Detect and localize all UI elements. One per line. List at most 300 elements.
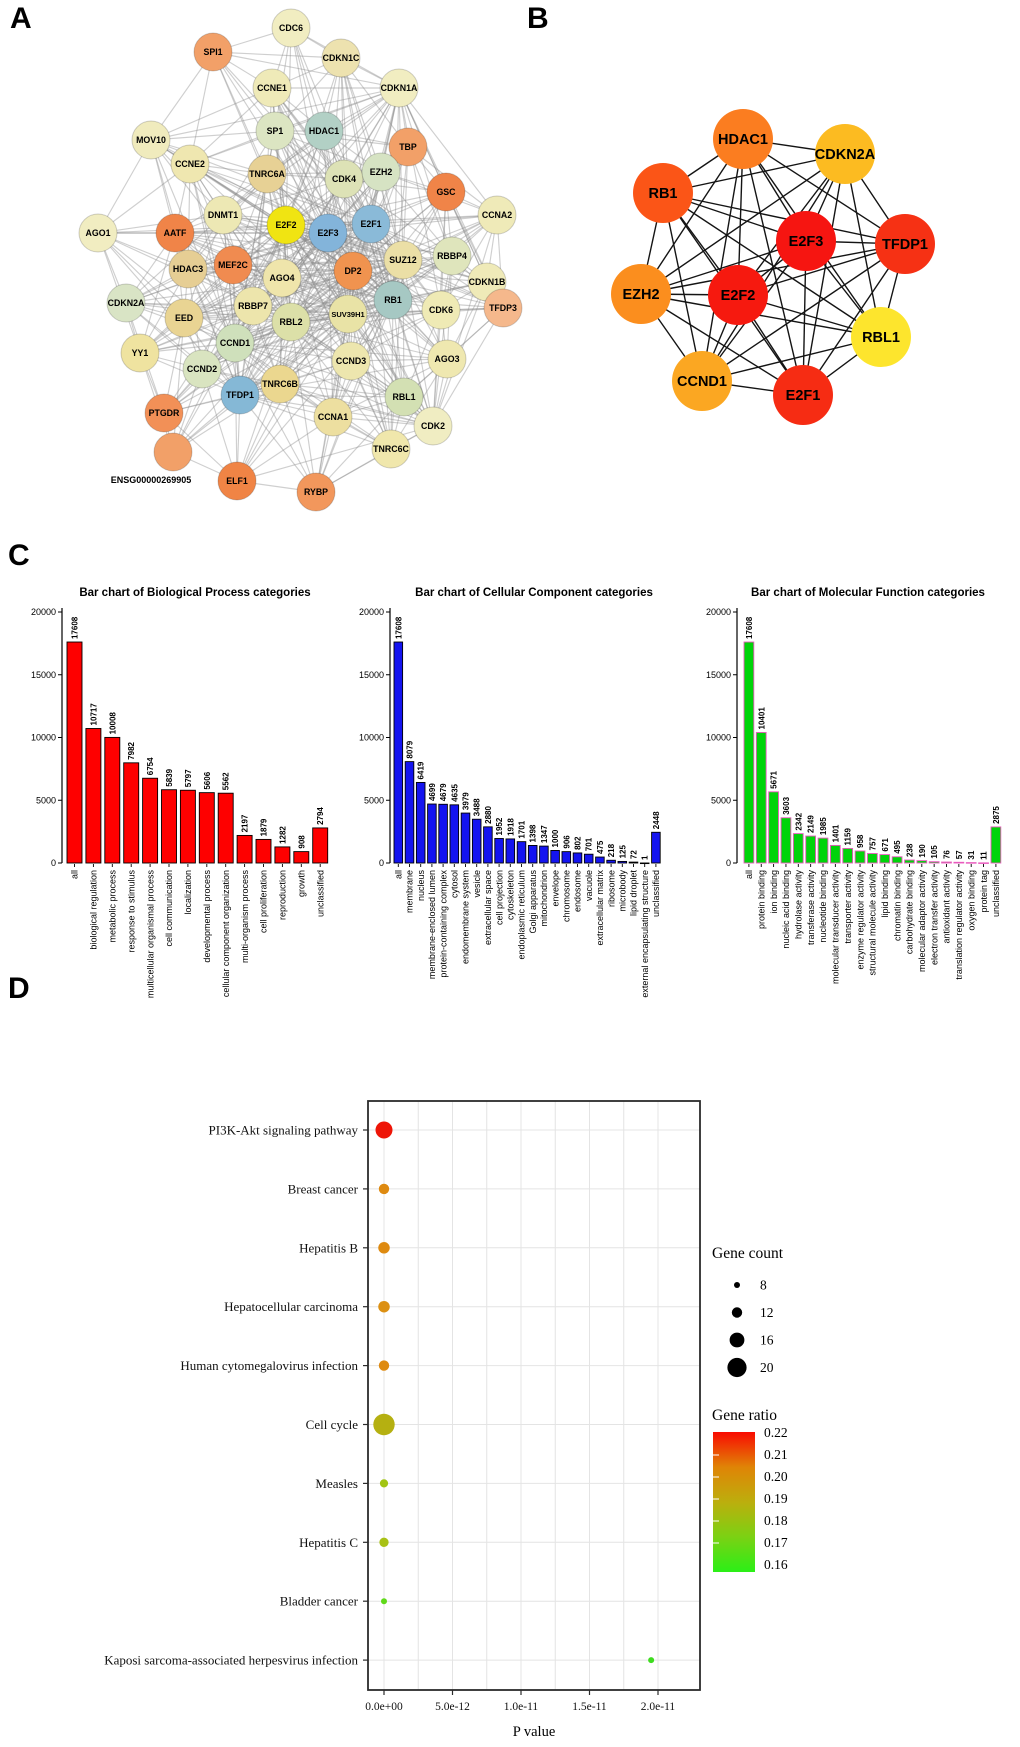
bar-category-label: oxygen binding: [966, 870, 977, 931]
bar-value-label: 76: [942, 850, 952, 860]
hub-gene-node-label: RB1: [648, 186, 678, 202]
bar: [942, 862, 952, 863]
bar: [793, 834, 803, 863]
pathway-dot: [378, 1301, 390, 1313]
bar-value-label: 3979: [461, 792, 471, 811]
gene-node: [422, 291, 460, 329]
pathway-label: Bladder cancer: [279, 1593, 358, 1609]
bar-category-label: cellular component organization: [220, 870, 231, 998]
bar: [540, 846, 549, 863]
bar-value-label: 218: [607, 843, 617, 858]
bar-category-label: unclassified: [991, 870, 1002, 918]
gene-count-legend-dot: [734, 1282, 740, 1288]
gene-node: [352, 205, 390, 243]
bar: [652, 832, 661, 863]
gene-node-label: TNRC6B: [262, 379, 298, 389]
bar-category-label: antioxidant activity: [941, 870, 952, 944]
gene-node: [428, 340, 466, 378]
bar: [979, 863, 989, 864]
bar: [313, 828, 328, 863]
bar-value-label: 5839: [165, 768, 174, 787]
bar-value-label: 2875: [991, 806, 1001, 824]
gene-node: [325, 160, 363, 198]
bar-value-label: 958: [856, 834, 866, 848]
gene-ratio-legend: [712, 1407, 788, 1572]
bar-category-label: cell proliferation: [258, 870, 269, 934]
hub-gene-node: [672, 351, 732, 411]
hub-gene-node-label: E2F1: [785, 388, 821, 404]
gene-node: [297, 473, 335, 511]
gene-node: [305, 112, 343, 150]
bar-value-label: 3603: [781, 796, 791, 815]
bar: [917, 861, 927, 863]
hub-gene-node: [815, 124, 876, 184]
gene-node-label: SUV39H1: [331, 310, 365, 319]
bar-value-label: 1282: [278, 826, 288, 844]
hub-gene-node-label: EZH2: [622, 287, 660, 303]
gene-node-label: RYBP: [303, 487, 329, 497]
gene-node-label: DNMT1: [207, 210, 239, 220]
gene-node-label: CCND2: [186, 364, 218, 374]
bar-category-label: microbody: [617, 870, 628, 912]
bar-chart: [359, 587, 661, 998]
gene-node: [256, 112, 294, 150]
gene-node-label: PTGDR: [148, 408, 180, 418]
bar-value-label: 1985: [819, 817, 828, 836]
bar-category-label: membrane: [404, 870, 415, 914]
gene-node: [253, 69, 291, 107]
gene-node-label: E2F2: [275, 220, 297, 230]
gene-node-label: E2F3: [317, 228, 339, 238]
bar-category-label: unclassified: [651, 870, 662, 918]
panel-a-label: A: [10, 2, 32, 35]
bar-category-label: all: [744, 870, 755, 880]
gene-count-legend-title: Gene count: [712, 1245, 784, 1262]
pathway-dot: [379, 1360, 389, 1370]
gene-node: [132, 121, 170, 159]
bar: [162, 790, 177, 863]
hub-gene-node: [773, 365, 833, 425]
hub-gene-node: [633, 163, 693, 223]
bar-value-label: 5606: [202, 771, 212, 790]
gene-node-label: SUZ12: [389, 255, 417, 265]
hub-gene-node: [875, 214, 935, 274]
gene-node-label: CDKN1A: [380, 83, 418, 93]
gene-node: [221, 376, 259, 414]
bar-category-label: unclassified: [315, 870, 326, 918]
gene-node-label: CDKN1C: [322, 53, 360, 63]
gene-node: [372, 430, 410, 468]
hub-gene-node-label: HDAC1: [718, 132, 768, 148]
gene-node-label: RBBP7: [238, 301, 268, 311]
bar-category-label: external encapsulating structure: [639, 870, 650, 998]
gene-node-label: YY1: [131, 348, 149, 358]
gene-node-label: HDAC3: [172, 264, 204, 274]
bar-value-label: 2448: [651, 811, 661, 830]
hub-gene-node-label: E2F2: [720, 288, 756, 304]
pathway-label: Hepatocellular carcinoma: [224, 1299, 358, 1315]
chart-title: Bar chart of Molecular Function categories: [751, 587, 985, 599]
bar: [573, 853, 582, 863]
bar-value-label: 8079: [405, 740, 415, 759]
bar: [143, 778, 158, 863]
gene-ratio-colorbar: [713, 1432, 755, 1572]
bar: [275, 847, 290, 863]
gene-node: [384, 241, 422, 279]
bar-value-label: 495: [893, 840, 903, 854]
gene-ratio-tick-label: 0.17: [764, 1535, 788, 1550]
bar-value-label: 2149: [806, 815, 816, 834]
bar-category-label: protein binding: [756, 870, 767, 930]
bar: [439, 804, 448, 863]
gene-node: [332, 342, 370, 380]
x-tick-label: 1.0e-11: [503, 1701, 539, 1713]
panel-c-bar-charts: [31, 587, 1001, 998]
bar: [416, 782, 425, 863]
bar: [461, 813, 470, 863]
gene-node-label: ELF1: [226, 476, 248, 486]
gene-node-label: AGO1: [85, 228, 111, 238]
x-axis-title: P value: [512, 1724, 556, 1740]
hub-gene-node-label: CCND1: [677, 374, 727, 390]
gene-node-label: TNRC6A: [249, 169, 285, 179]
bar-category-label: cytosol: [449, 870, 460, 899]
gene-node: [329, 295, 367, 333]
bar-value-label: 6754: [146, 757, 156, 776]
gene-ratio-tick-label: 0.18: [764, 1513, 788, 1528]
bar: [618, 861, 627, 863]
gene-node: [156, 214, 194, 252]
gene-node: [267, 206, 305, 244]
gene-ratio-tick-label: 0.22: [764, 1425, 788, 1440]
hub-gene-node-label: RBL1: [862, 330, 900, 346]
bar-value-label: 6419: [416, 761, 426, 780]
bar-value-label: 17608: [394, 616, 404, 640]
gene-node: [272, 9, 310, 47]
bar: [640, 863, 649, 864]
y-tick-label: 20000: [358, 607, 384, 617]
bar: [781, 818, 791, 863]
bar-category-label: transporter activity: [842, 870, 853, 944]
panel-d-label: D: [8, 972, 30, 1005]
bar-value-label: 10717: [89, 703, 99, 726]
bar-category-label: transferase activity: [805, 870, 816, 946]
bar-category-label: ribosome: [606, 870, 617, 908]
gene-node-label: MEF2C: [218, 260, 248, 270]
bar: [929, 862, 939, 863]
bar-value-label: 1918: [506, 818, 516, 836]
bar-value-label: 72: [629, 850, 639, 860]
gene-node: [380, 69, 418, 107]
gene-node-label: CDKN1B: [468, 277, 506, 287]
bar: [450, 805, 459, 863]
bar-category-label: lipid binding: [879, 870, 890, 918]
bar: [394, 642, 403, 863]
gene-node: [374, 281, 412, 319]
pathway-label: Kaposi sarcoma-associated herpesvirus infection: [104, 1652, 358, 1668]
bar: [756, 732, 766, 863]
x-tick-label: 5.0e-12: [435, 1701, 470, 1713]
gene-node-label: AATF: [163, 228, 187, 238]
bar-value-label: 10401: [757, 707, 767, 730]
bar: [769, 792, 779, 863]
bar-value-label: 31: [967, 850, 977, 860]
bar-value-label: 671: [880, 838, 890, 852]
hub-gene-node: [776, 211, 836, 271]
gene-node: [322, 39, 360, 77]
bar: [237, 835, 252, 863]
bar: [855, 851, 865, 863]
bar: [818, 838, 828, 863]
bar-value-label: 5797: [183, 769, 193, 788]
bar: [472, 819, 481, 863]
bar-value-label: 125: [618, 845, 628, 859]
bar-chart: [31, 587, 328, 998]
gene-node: [204, 196, 242, 234]
gene-node: [216, 324, 254, 362]
gene-node-label: TFDP3: [489, 303, 517, 313]
bar-category-label: electron transfer activity: [929, 870, 940, 966]
bar-category-label: nucleus: [415, 870, 426, 902]
bar: [966, 863, 976, 864]
bar: [905, 860, 915, 863]
pathway-dot: [376, 1122, 393, 1139]
bar-category-label: reproduction: [277, 870, 288, 921]
bar: [256, 839, 271, 863]
y-tick-label: 5000: [35, 795, 56, 806]
gene-node-label: AGO3: [434, 354, 460, 364]
bar-value-label: 908: [297, 835, 307, 849]
bar-category-label: metabolic process: [107, 870, 118, 943]
bar-category-label: extracellular space: [483, 870, 494, 946]
bar: [607, 860, 616, 863]
gene-node: [214, 246, 252, 284]
bar: [830, 845, 840, 863]
bar: [86, 729, 101, 863]
bar-category-label: localization: [183, 870, 194, 915]
bar: [629, 862, 638, 863]
gene-node: [261, 365, 299, 403]
bar-category-label: chromosome: [561, 870, 572, 923]
bar-category-label: growth: [296, 870, 307, 898]
bar-category-label: envelope: [550, 870, 561, 907]
y-tick-label: 15000: [705, 669, 731, 680]
gene-count-legend-label: 12: [760, 1305, 774, 1320]
bar-value-label: 190: [917, 844, 927, 858]
gene-node-label: AGO4: [269, 273, 295, 283]
gene-node: [165, 299, 203, 337]
pathway-dot: [380, 1479, 388, 1487]
bar-category-label: ion binding: [768, 870, 779, 914]
pathway-label: Hepatitis B: [299, 1240, 358, 1256]
bar-category-label: enzyme regulator activity: [855, 870, 866, 970]
bar: [806, 836, 816, 863]
bar-category-label: nucleotide binding: [818, 870, 829, 943]
bar-category-label: endosome: [572, 870, 583, 913]
gene-count-legend-label: 8: [760, 1277, 767, 1293]
bar: [991, 827, 1001, 863]
gene-node: [79, 214, 117, 252]
pathway-label: Cell cycle: [305, 1417, 358, 1432]
gene-node: [234, 287, 272, 325]
gene-node-label: GSC: [436, 187, 456, 197]
gene-node: [121, 334, 159, 372]
gene-node-label: EED: [174, 313, 194, 323]
gene-ratio-tick-label: 0.21: [764, 1447, 788, 1462]
bar: [506, 839, 515, 863]
bar-value-label: 701: [584, 837, 594, 852]
chart-title: Bar chart of Cellular Component categories: [415, 587, 653, 599]
bar-category-label: vacuole: [583, 870, 594, 902]
gene-node: [111, 433, 192, 485]
bar-category-label: cell projection: [494, 870, 505, 926]
bar-value-label: 802: [573, 836, 583, 850]
gene-node-label: CDK4: [332, 174, 356, 184]
bar-value-label: 7982: [127, 742, 137, 760]
gene-node-label: E2F1: [360, 219, 382, 229]
bar-category-label: mitochondrion: [539, 870, 550, 927]
y-tick-label: 20000: [30, 607, 56, 617]
bar-value-label: 10008: [108, 712, 118, 735]
gene-count-legend-dot: [732, 1307, 742, 1317]
gene-node-label: CDK6: [429, 305, 453, 315]
gene-node: [218, 462, 256, 500]
bar-value-label: 5562: [221, 772, 231, 791]
bar: [517, 842, 526, 863]
gene-count-legend: [712, 1245, 784, 1377]
gene-node: [171, 145, 209, 183]
bar-value-label: 2197: [240, 814, 250, 833]
gene-node-label: TBP: [399, 142, 417, 152]
bar: [562, 852, 571, 863]
bar: [528, 845, 537, 863]
pathway-label: PI3K-Akt signaling pathway: [208, 1122, 358, 1138]
gene-node-label: EZH2: [369, 167, 393, 177]
pathway-dot: [379, 1538, 388, 1547]
y-tick-label: 15000: [358, 669, 384, 680]
gene-node-label: CCND3: [335, 356, 367, 366]
bar-category-label: chromatin binding: [892, 870, 903, 942]
bar: [954, 862, 964, 863]
bar: [843, 848, 853, 863]
gene-node-label: TFDP1: [226, 390, 254, 400]
gene-node-label: CDK2: [421, 421, 445, 431]
bar: [218, 793, 233, 863]
panel-a-ppi-network: [79, 9, 522, 511]
x-tick-label: 0.0e+00: [365, 1701, 403, 1713]
y-tick-label: 15000: [30, 669, 56, 680]
bar-category-label: nucleic acid binding: [781, 870, 792, 949]
hub-gene-node: [611, 264, 671, 324]
y-tick-label: 0: [378, 858, 384, 868]
y-tick-label: 10000: [30, 732, 56, 743]
bar: [868, 853, 878, 863]
bar: [105, 737, 120, 863]
gene-count-legend-label: 16: [760, 1332, 774, 1348]
y-tick-label: 5000: [363, 795, 384, 806]
bar-value-label: 4699: [427, 783, 437, 802]
gene-ratio-tick-label: 0.16: [764, 1557, 788, 1572]
gene-node-label: RBL2: [279, 317, 303, 327]
x-tick-label: 2.0e-11: [640, 1701, 676, 1713]
bar-value-label: 2794: [316, 807, 326, 825]
bar-value-label: 1: [640, 855, 650, 860]
bar: [744, 642, 754, 863]
gene-node-label: RB1: [384, 295, 402, 305]
bar-value-label: 17608: [70, 616, 80, 640]
bar-value-label: 5671: [769, 771, 779, 789]
chart-title: Bar chart of Biological Process categories: [79, 587, 311, 599]
gene-node-label: RBL1: [392, 392, 416, 402]
bar-category-label: multi-organism process: [239, 870, 250, 964]
gene-count-legend-dot: [730, 1333, 745, 1348]
gene-node-label: ENSG00000269905: [110, 475, 192, 485]
gene-node-label: CDKN2A: [107, 298, 145, 308]
bar-category-label: biological regulation: [88, 870, 99, 950]
y-tick-label: 10000: [705, 732, 731, 743]
pathway-dot: [373, 1414, 394, 1435]
gene-node: [334, 252, 372, 290]
hub-gene-node: [851, 307, 911, 367]
pathway-label: Human cytomegalovirus infection: [180, 1358, 358, 1374]
gene-node: [183, 350, 221, 388]
bar-value-label: 1347: [539, 825, 549, 844]
panel-d-kegg-dot-plot: [104, 1101, 788, 1740]
pathway-label: Breast cancer: [287, 1181, 358, 1197]
bar-category-label: hydrolase activity: [793, 870, 804, 940]
bar-value-label: 906: [562, 835, 572, 849]
bar: [180, 790, 195, 863]
bar-category-label: extracellular matrix: [595, 870, 606, 946]
gene-node: [314, 398, 352, 436]
y-tick-label: 0: [725, 858, 731, 868]
bar-category-label: lipid droplet: [628, 870, 639, 917]
gene-node-label: DP2: [344, 266, 362, 276]
bar: [551, 850, 560, 863]
bar: [199, 793, 214, 863]
bar-category-label: carbohydrate binding: [904, 870, 915, 955]
bar-value-label: 4635: [450, 784, 460, 802]
bar-category-label: response to stimulus: [126, 870, 137, 953]
bar-category-label: endomembrane system: [460, 870, 471, 965]
gene-node-label: CCND1: [219, 338, 251, 348]
bar-value-label: 1701: [517, 820, 527, 839]
bar-category-label: endoplasmic reticulum: [516, 870, 527, 960]
bar-value-label: 3488: [472, 798, 482, 817]
bar-value-label: 17608: [744, 616, 754, 640]
bar-value-label: 2342: [794, 812, 804, 831]
gene-node: [427, 173, 465, 211]
gene-node: [414, 407, 452, 445]
bar: [495, 839, 504, 863]
y-tick-label: 0: [50, 858, 56, 868]
bar-category-label: cytoskeleton: [505, 870, 516, 921]
bar-value-label: 1952: [495, 817, 505, 836]
gene-ratio-legend-title: Gene ratio: [712, 1407, 777, 1424]
bar-category-label: developmental process: [202, 870, 212, 963]
gene-node-label: SPI1: [203, 47, 223, 57]
gene-count-legend-dot: [727, 1358, 746, 1377]
gene-count-legend-label: 20: [760, 1360, 774, 1375]
bar: [596, 857, 605, 863]
pathway-dot: [379, 1184, 389, 1194]
gene-ratio-tick-label: 0.19: [764, 1491, 788, 1506]
bar-value-label: 105: [930, 845, 940, 859]
gene-node-label: MOV10: [136, 135, 166, 145]
gene-node: [478, 196, 516, 234]
pathway-dot: [381, 1598, 387, 1604]
pathway-label: Measles: [315, 1475, 358, 1491]
